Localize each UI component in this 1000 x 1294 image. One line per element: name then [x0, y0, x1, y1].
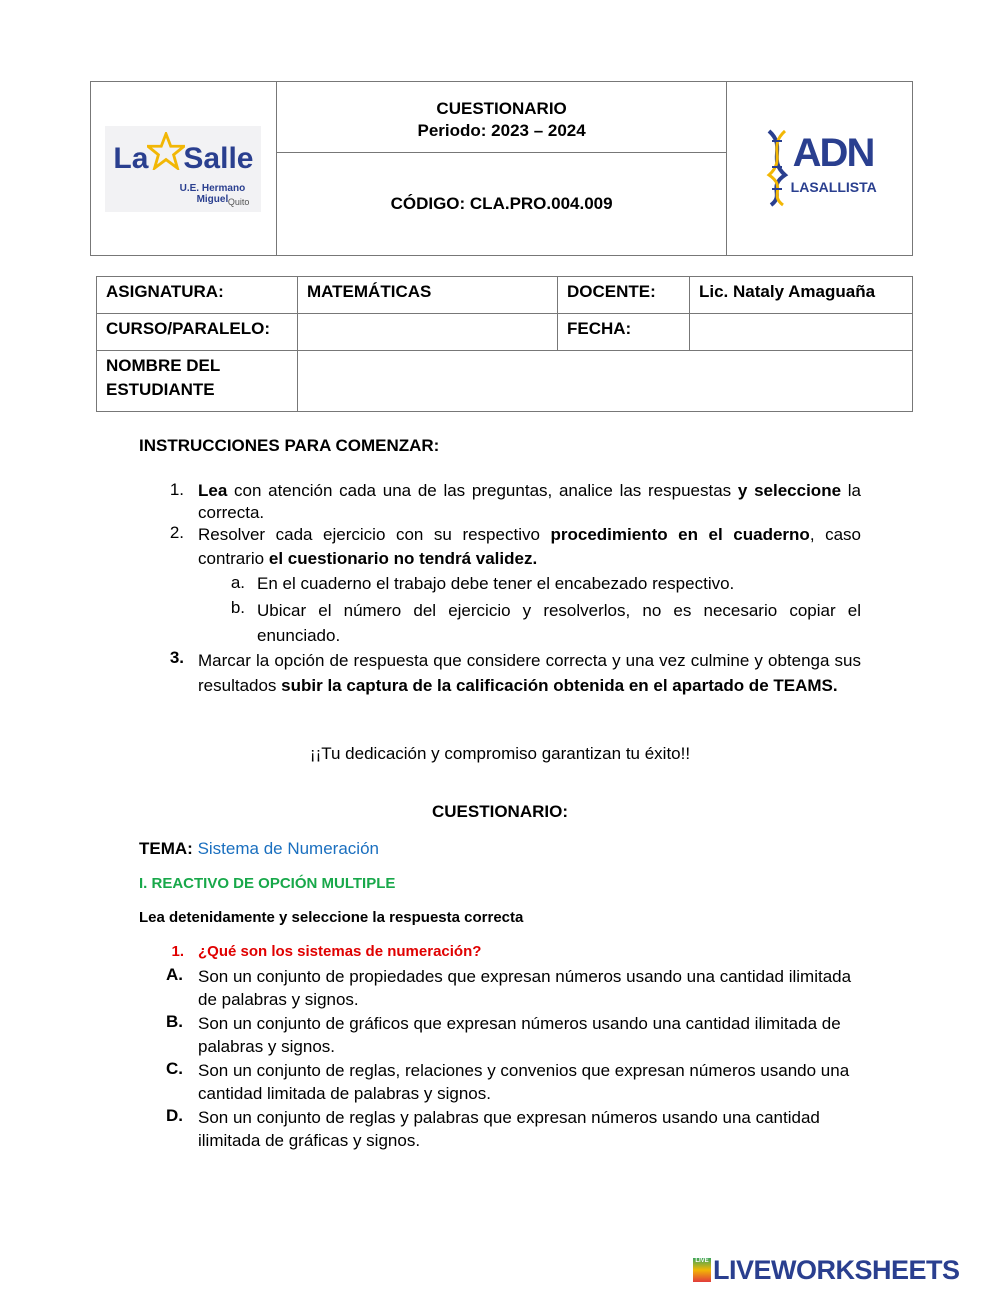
- option-d[interactable]: [166, 1106, 866, 1152]
- info-table: [96, 276, 913, 412]
- instruction-2a-letter: a.: [230, 573, 245, 592]
- option-c-letter: C.: [166, 1059, 183, 1078]
- student-name-input[interactable]: [298, 351, 913, 412]
- instruction-2-number: 2.: [169, 523, 184, 542]
- teacher-label: DOCENTE:: [558, 277, 690, 314]
- title-cell: [276, 82, 727, 153]
- instruction-1-number: 1.: [169, 480, 184, 499]
- subject-label: ASIGNATURA:: [97, 277, 298, 314]
- instruction-3-number: 3.: [169, 648, 184, 667]
- adn-text: ADN: [792, 130, 874, 175]
- logo-brand-salle: Salle: [183, 141, 254, 175]
- option-b[interactable]: [166, 1012, 866, 1058]
- adn-logo-cell: [727, 82, 913, 256]
- motivation-text: ¡¡Tu dedicación y compromiso garantizan tu éxito!!: [309, 744, 691, 763]
- code-cell: [276, 153, 727, 256]
- instructions-heading: INSTRUCCIONES PARA COMENZAR:: [139, 436, 440, 455]
- instruction-2b-text: Ubicar el número del ejercicio y resolverlos, no es necesario copiar el enunciado.: [257, 601, 861, 645]
- question-1-text: ¿Qué son los sistemas de numeración?: [198, 943, 482, 960]
- option-b-text: Son un conjunto de gráficos que expresan números usando una cantidad ilimitada de palabras y signos.: [198, 1014, 841, 1056]
- question-1-number: 1.: [171, 943, 184, 960]
- quiz-directive: Lea detenidamente y seleccione la respuesta correcta: [139, 909, 524, 926]
- dna-icon: [765, 129, 789, 207]
- instruction-3-text: Marcar la opción de respuesta que considere correcta y una vez culmine y obtenga sus resultados subir la captura de la calificación obtenida en el apartado de TEAMS.: [198, 651, 861, 695]
- instruction-1-text: Lea con atención cada una de las preguntas, analice las respuestas y seleccione la correcta.: [198, 481, 861, 522]
- option-c[interactable]: [166, 1059, 866, 1105]
- quiz-heading: CUESTIONARIO:: [432, 802, 568, 821]
- date-label: FECHA:: [558, 314, 690, 351]
- document-title: CUESTIONARIO: [436, 99, 567, 118]
- option-d-letter: D.: [166, 1106, 183, 1125]
- period: Periodo: 2023 – 2024: [417, 121, 586, 140]
- instruction-2-text: Resolver cada ejercicio con su respectivo procedimiento en el cuaderno, caso contrario el cuestionario no tendrá validez.: [198, 525, 862, 568]
- option-d-text: Son un conjunto de reglas y palabras que expresan números usando una cantidad ilimitada de gráficas y signos.: [198, 1108, 820, 1150]
- course-label: CURSO/PARALELO:: [97, 314, 298, 351]
- la-salle-logo: [105, 126, 261, 212]
- logo-city: Quito: [227, 196, 250, 207]
- logo-school-name: U.E. Hermano Miguel: [179, 182, 246, 205]
- option-c-text: Son un conjunto de reglas, relaciones y convenios que expresan números usando una cantidad limitada de palabras y signos.: [198, 1061, 850, 1103]
- option-a[interactable]: [166, 965, 866, 1011]
- course-input[interactable]: [298, 314, 558, 351]
- topic-value: Sistema de Numeración: [197, 839, 379, 858]
- teacher-value: Lic. Nataly Amaguaña: [690, 277, 913, 314]
- student-label-line-1: NOMBRE DEL: [106, 356, 221, 375]
- subject-value: MATEMÁTICAS: [298, 277, 558, 314]
- option-a-letter: A.: [166, 965, 183, 984]
- topic: [139, 839, 379, 859]
- section-heading: I. REACTIVO DE OPCIÓN MULTIPLE: [139, 875, 396, 892]
- instruction-2b-letter: b.: [230, 598, 245, 617]
- option-a-text: Son un conjunto de propiedades que expresan números usando una cantidad ilimitada de palabras y signos.: [198, 967, 852, 1009]
- live-badge-icon: LIVE: [693, 1258, 711, 1282]
- header-table: [90, 81, 913, 256]
- adn-lasallista-logo: [765, 129, 875, 209]
- school-logo-cell: [91, 82, 277, 256]
- topic-label: TEMA:: [139, 839, 193, 858]
- lasallista-text: LASALLISTA: [790, 178, 877, 195]
- instruction-2a-text: En el cuaderno el trabajo debe tener el encabezado respectivo.: [257, 574, 735, 593]
- date-input[interactable]: [690, 314, 913, 351]
- document-code: CÓDIGO: CLA.PRO.004.009: [390, 194, 613, 213]
- logo-brand-la: La: [113, 141, 149, 175]
- liveworksheets-text: LIVEWORKSHEETS: [713, 1255, 960, 1285]
- option-b-letter: B.: [166, 1012, 183, 1031]
- student-label: [97, 351, 298, 412]
- student-label-line-2: ESTUDIANTE: [106, 380, 215, 399]
- star-icon: [147, 132, 185, 170]
